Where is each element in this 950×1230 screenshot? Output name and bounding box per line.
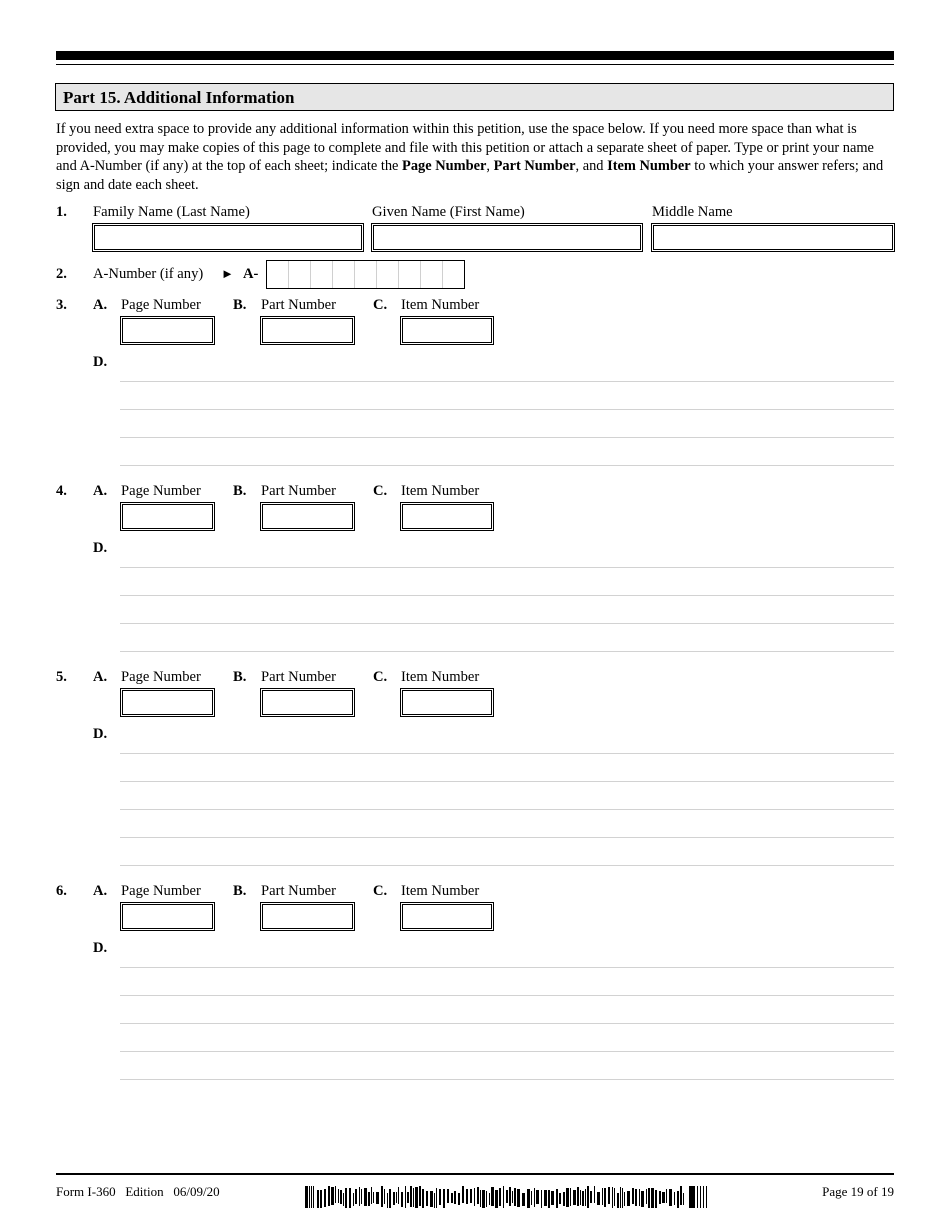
family-name-field[interactable] — [92, 223, 364, 252]
part-title: Part 15. Additional Information — [55, 83, 894, 111]
answer-line[interactable] — [120, 623, 894, 624]
page-number: Page 19 of 19 — [822, 1184, 894, 1199]
sub-label-b: B. — [233, 883, 247, 899]
answer-line[interactable] — [120, 465, 894, 466]
sub-label-a: A. — [93, 483, 108, 499]
page-number-label: Page Number — [121, 669, 201, 685]
answer-line[interactable] — [120, 809, 894, 810]
part-number-label: Part Number — [261, 883, 336, 899]
answer-line[interactable] — [120, 651, 894, 652]
item-number-field[interactable] — [400, 902, 494, 931]
sub-label-a: A. — [93, 297, 108, 313]
a-number-digit-cell — [267, 261, 289, 288]
item-number: 1. — [56, 204, 67, 220]
answer-line[interactable] — [120, 567, 894, 568]
a-number-label: A-Number (if any) — [93, 266, 204, 282]
sub-label-a: A. — [93, 883, 108, 899]
part-number-field[interactable] — [260, 902, 355, 931]
answer-line[interactable] — [120, 865, 894, 866]
a-number-digit-cell — [399, 261, 421, 288]
item-number: 6. — [56, 883, 67, 899]
a-number-field[interactable] — [266, 260, 465, 289]
part-number-label: Part Number — [261, 483, 336, 499]
barcode-icon — [305, 1186, 713, 1208]
a-number-digit-cell — [443, 261, 464, 288]
sub-label-d: D. — [93, 354, 108, 370]
item-number-label: Item Number — [401, 883, 480, 899]
a-number-digit-cell — [333, 261, 355, 288]
given-name-label: Given Name (First Name) — [372, 204, 525, 220]
item-number: 5. — [56, 669, 67, 685]
item-number-field[interactable] — [400, 502, 494, 531]
sub-label-b: B. — [233, 297, 247, 313]
sub-label-c: C. — [373, 669, 388, 685]
given-name-field[interactable] — [371, 223, 643, 252]
item-number-label: Item Number — [401, 483, 480, 499]
answer-line[interactable] — [120, 1051, 894, 1052]
item-number-label: Item Number — [401, 669, 480, 685]
sub-label-c: C. — [373, 297, 388, 313]
top-thin-rule — [56, 64, 894, 65]
middle-name-field[interactable] — [651, 223, 895, 252]
top-thick-rule — [56, 51, 894, 60]
answer-line[interactable] — [120, 753, 894, 754]
item-number-label: Item Number — [401, 297, 480, 313]
sub-label-b: B. — [233, 669, 247, 685]
page-number-label: Page Number — [121, 883, 201, 899]
part-number-field[interactable] — [260, 688, 355, 717]
middle-name-label: Middle Name — [652, 204, 733, 220]
a-number-digit-cell — [377, 261, 399, 288]
a-number-prefix: A- — [243, 266, 259, 282]
family-name-label: Family Name (Last Name) — [93, 204, 250, 220]
sub-label-d: D. — [93, 540, 108, 556]
page-number-field[interactable] — [120, 688, 215, 717]
a-number-digit-cell — [421, 261, 443, 288]
sub-label-b: B. — [233, 483, 247, 499]
part-number-field[interactable] — [260, 502, 355, 531]
answer-line[interactable] — [120, 967, 894, 968]
form-edition: Form I-360 Edition 06/09/20 — [56, 1184, 220, 1199]
page-number-field[interactable] — [120, 316, 215, 345]
part-number-label: Part Number — [261, 669, 336, 685]
item-number: 3. — [56, 297, 67, 313]
item-number-field[interactable] — [400, 316, 494, 345]
page-number-label: Page Number — [121, 297, 201, 313]
answer-line[interactable] — [120, 437, 894, 438]
arrow-right-icon: ► — [221, 266, 234, 281]
item-number: 4. — [56, 483, 67, 499]
answer-line[interactable] — [120, 1079, 894, 1080]
answer-line[interactable] — [120, 409, 894, 410]
answer-line[interactable] — [120, 381, 894, 382]
item-number-field[interactable] — [400, 688, 494, 717]
answer-line[interactable] — [120, 595, 894, 596]
sub-label-d: D. — [93, 940, 108, 956]
answer-line[interactable] — [120, 837, 894, 838]
footer-rule — [56, 1173, 894, 1175]
part-number-label: Part Number — [261, 297, 336, 313]
a-number-digit-cell — [311, 261, 333, 288]
answer-line[interactable] — [120, 781, 894, 782]
a-number-digit-cell — [355, 261, 377, 288]
sub-label-d: D. — [93, 726, 108, 742]
answer-line[interactable] — [120, 1023, 894, 1024]
sub-label-a: A. — [93, 669, 108, 685]
sub-label-c: C. — [373, 883, 388, 899]
intro-paragraph: If you need extra space to provide any additional information within this petition, use the space below. If you need more space than what is provided, you may make copies of this page to complete and file with this petition or attach a separate sheet of paper. Type or print your name and A-Number (if any) at the top of each sheet; indicate the Page Number, Part Number, and Item Number to which your answer refers; and sign and date each sheet. — [56, 121, 884, 193]
page-number-field[interactable] — [120, 502, 215, 531]
page-number-field[interactable] — [120, 902, 215, 931]
answer-line[interactable] — [120, 995, 894, 996]
part-number-field[interactable] — [260, 316, 355, 345]
item-number: 2. — [56, 266, 67, 282]
a-number-digit-cell — [289, 261, 311, 288]
sub-label-c: C. — [373, 483, 388, 499]
page-number-label: Page Number — [121, 483, 201, 499]
